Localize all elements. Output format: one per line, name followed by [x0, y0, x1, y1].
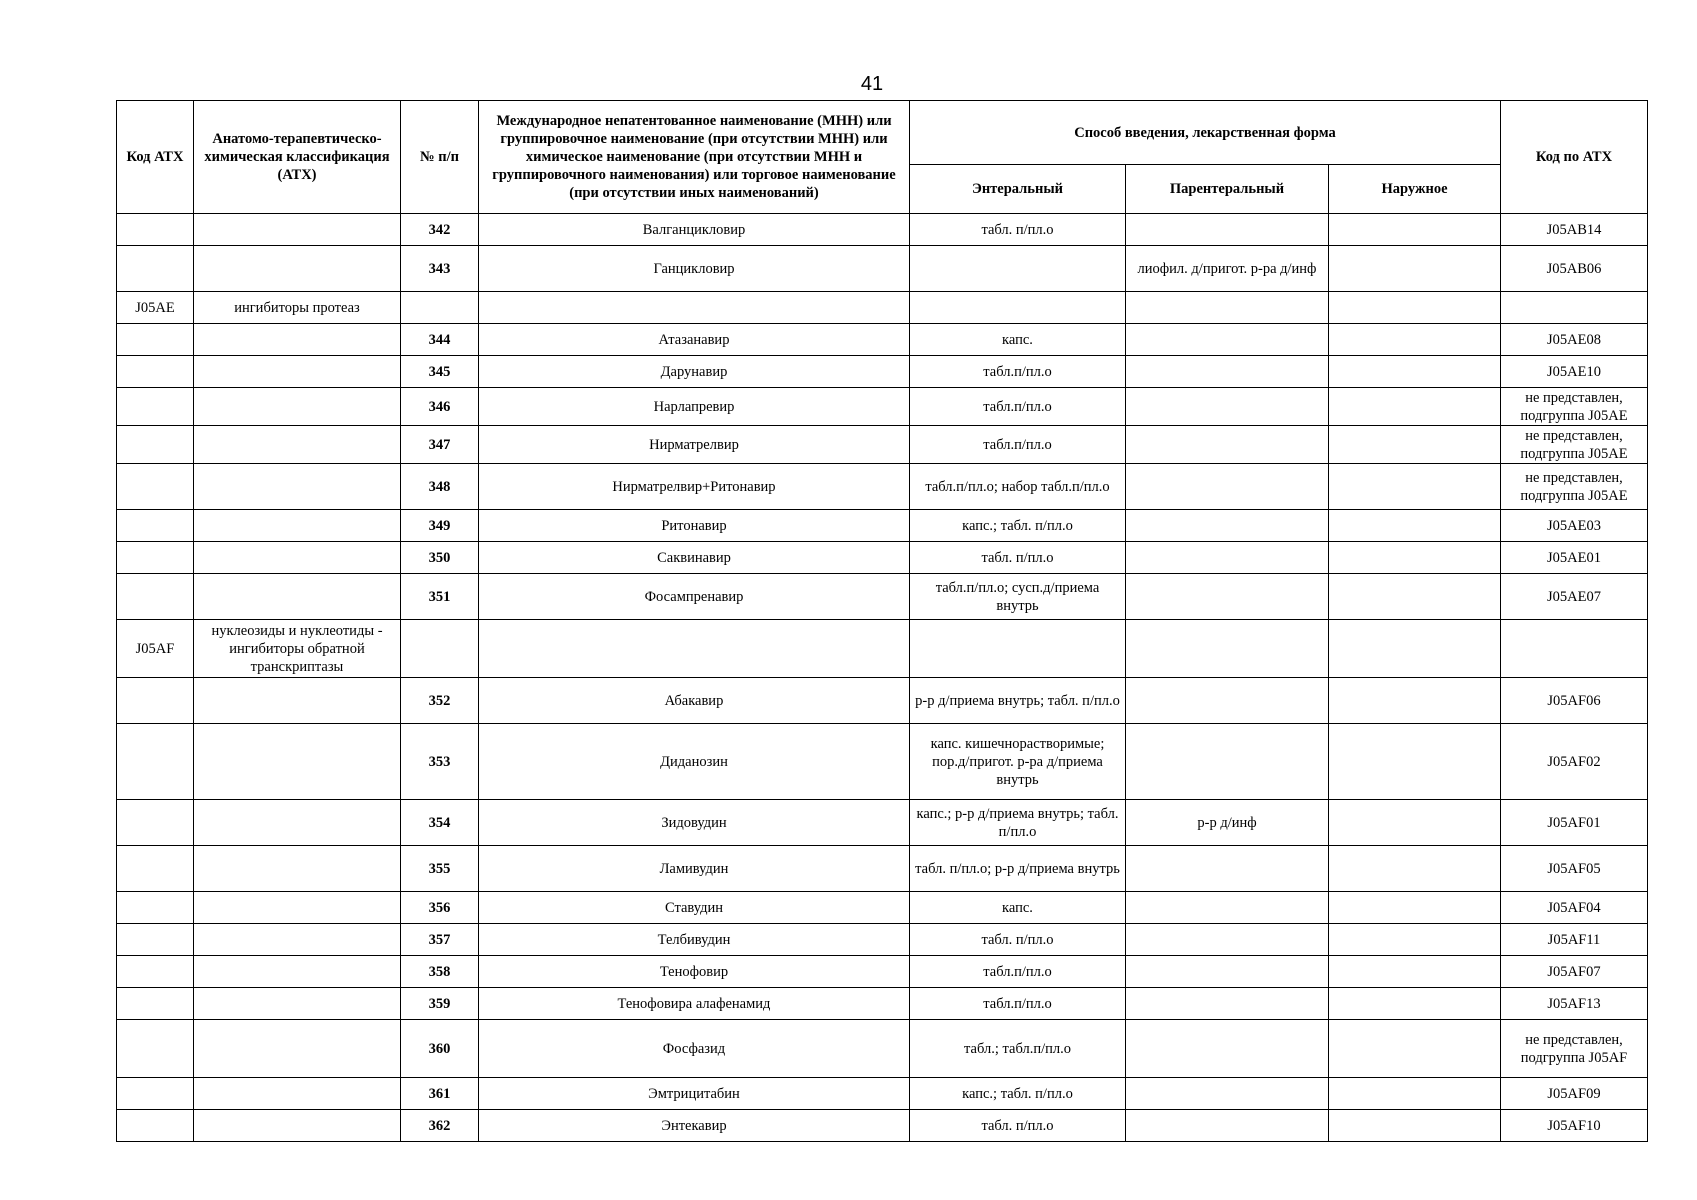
cell-atx: J05AF13 — [1501, 988, 1648, 1020]
cell-atx: J05AF11 — [1501, 924, 1648, 956]
cell-external — [1329, 246, 1501, 292]
cell-enteral: табл. п/пл.о — [910, 1110, 1126, 1142]
cell-name: Нирматрелвир+Ритонавир — [479, 464, 910, 510]
table-row — [117, 464, 1648, 510]
cell-atx: не представлен, подгруппа J05AE — [1501, 388, 1648, 426]
cell-atx: J05AF06 — [1501, 678, 1648, 724]
cell-name: Энтекавир — [479, 1110, 910, 1142]
cell-code — [117, 324, 194, 356]
cell-atx: J05AF05 — [1501, 846, 1648, 892]
table-row — [117, 214, 1648, 246]
cell-external — [1329, 356, 1501, 388]
cell-external — [1329, 324, 1501, 356]
table-row — [117, 246, 1648, 292]
cell-num: 356 — [401, 892, 479, 924]
cell-atx: J05AF02 — [1501, 724, 1648, 800]
cell-num: 349 — [401, 510, 479, 542]
cell-enteral: табл.п/пл.о — [910, 356, 1126, 388]
cell-num: 346 — [401, 388, 479, 426]
header-classification: Анатомо-терапевтическо-химическая классификация (АТХ) — [194, 101, 401, 214]
cell-parenteral: лиофил. д/пригот. р-ра д/инф — [1126, 246, 1329, 292]
cell-cls — [194, 892, 401, 924]
header-external: Наружное — [1329, 165, 1501, 214]
table-row — [117, 574, 1648, 620]
cell-external — [1329, 924, 1501, 956]
cell-cls — [194, 214, 401, 246]
cell-enteral — [910, 292, 1126, 324]
cell-num: 342 — [401, 214, 479, 246]
cell-atx: J05AB14 — [1501, 214, 1648, 246]
cell-name: Нирматрелвир — [479, 426, 910, 464]
table-row — [117, 324, 1648, 356]
cell-parenteral — [1126, 620, 1329, 678]
cell-name: Саквинавир — [479, 542, 910, 574]
cell-parenteral — [1126, 542, 1329, 574]
cell-enteral: табл.п/пл.о — [910, 388, 1126, 426]
cell-external — [1329, 388, 1501, 426]
cell-parenteral — [1126, 1020, 1329, 1078]
cell-enteral: капс.; табл. п/пл.о — [910, 1078, 1126, 1110]
drug-table — [116, 100, 1648, 1142]
cell-parenteral — [1126, 724, 1329, 800]
header-parenteral: Парентеральный — [1126, 165, 1329, 214]
cell-cls — [194, 924, 401, 956]
cell-cls — [194, 324, 401, 356]
cell-external — [1329, 464, 1501, 510]
cell-code — [117, 510, 194, 542]
cell-enteral — [910, 620, 1126, 678]
cell-cls — [194, 464, 401, 510]
table-row — [117, 510, 1648, 542]
header-enteral: Энтеральный — [910, 165, 1126, 214]
cell-name: Зидовудин — [479, 800, 910, 846]
cell-name: Фосфазид — [479, 1020, 910, 1078]
cell-code — [117, 464, 194, 510]
cell-code — [117, 574, 194, 620]
cell-code — [117, 356, 194, 388]
cell-code — [117, 846, 194, 892]
cell-name: Дарунавир — [479, 356, 910, 388]
cell-enteral: табл. п/пл.о — [910, 924, 1126, 956]
cell-enteral: р-р д/приема внутрь; табл. п/пл.о — [910, 678, 1126, 724]
cell-atx: J05AE01 — [1501, 542, 1648, 574]
table-row — [117, 678, 1648, 724]
cell-atx: не представлен, подгруппа J05AF — [1501, 1020, 1648, 1078]
cell-enteral: табл. п/пл.о — [910, 214, 1126, 246]
cell-cls — [194, 724, 401, 800]
cell-atx: J05AF01 — [1501, 800, 1648, 846]
cell-atx: J05AF09 — [1501, 1078, 1648, 1110]
cell-enteral: табл.п/пл.о — [910, 988, 1126, 1020]
cell-external — [1329, 956, 1501, 988]
cell-code — [117, 1020, 194, 1078]
cell-num: 351 — [401, 574, 479, 620]
cell-cls — [194, 678, 401, 724]
cell-cls — [194, 510, 401, 542]
cell-code — [117, 724, 194, 800]
cell-cls — [194, 542, 401, 574]
cell-code — [117, 542, 194, 574]
cell-num: 362 — [401, 1110, 479, 1142]
cell-parenteral — [1126, 292, 1329, 324]
cell-atx: J05AF07 — [1501, 956, 1648, 988]
cell-parenteral — [1126, 574, 1329, 620]
cell-external — [1329, 1110, 1501, 1142]
cell-name: Эмтрицитабин — [479, 1078, 910, 1110]
cell-num: 357 — [401, 924, 479, 956]
header-code-atx: Код АТХ — [117, 101, 194, 214]
cell-atx: J05AE03 — [1501, 510, 1648, 542]
cell-code — [117, 1078, 194, 1110]
cell-external — [1329, 542, 1501, 574]
table-row — [117, 292, 1648, 324]
cell-cls: ингибиторы протеаз — [194, 292, 401, 324]
cell-code — [117, 892, 194, 924]
cell-enteral: табл. п/пл.о; р-р д/приема внутрь — [910, 846, 1126, 892]
cell-external — [1329, 1020, 1501, 1078]
cell-name: Фосампренавир — [479, 574, 910, 620]
cell-num — [401, 620, 479, 678]
cell-num: 361 — [401, 1078, 479, 1110]
cell-external — [1329, 724, 1501, 800]
cell-cls — [194, 846, 401, 892]
cell-code — [117, 246, 194, 292]
cell-name: Диданозин — [479, 724, 910, 800]
cell-cls — [194, 388, 401, 426]
page-number: 41 — [860, 73, 884, 95]
table-row — [117, 1110, 1648, 1142]
cell-parenteral — [1126, 956, 1329, 988]
cell-parenteral — [1126, 678, 1329, 724]
cell-external — [1329, 574, 1501, 620]
table-row — [117, 426, 1648, 464]
table-row — [117, 846, 1648, 892]
cell-external — [1329, 292, 1501, 324]
cell-cls — [194, 246, 401, 292]
table-row — [117, 988, 1648, 1020]
cell-code: J05AF — [117, 620, 194, 678]
cell-name: Ламивудин — [479, 846, 910, 892]
cell-parenteral — [1126, 324, 1329, 356]
table-row — [117, 1020, 1648, 1078]
table-row — [117, 388, 1648, 426]
cell-num: 358 — [401, 956, 479, 988]
cell-num: 348 — [401, 464, 479, 510]
cell-num: 354 — [401, 800, 479, 846]
cell-external — [1329, 214, 1501, 246]
cell-atx: J05AB06 — [1501, 246, 1648, 292]
cell-parenteral — [1126, 388, 1329, 426]
cell-enteral: табл. п/пл.о — [910, 542, 1126, 574]
cell-atx — [1501, 620, 1648, 678]
cell-atx: J05AE10 — [1501, 356, 1648, 388]
cell-code — [117, 214, 194, 246]
cell-enteral: капс. кишечнорастворимые; пор.д/пригот. р-ра д/приема внутрь — [910, 724, 1126, 800]
cell-name: Ставудин — [479, 892, 910, 924]
cell-num: 360 — [401, 1020, 479, 1078]
cell-cls — [194, 800, 401, 846]
header-atx-code: Код по АТХ — [1501, 101, 1648, 214]
cell-cls — [194, 956, 401, 988]
header-route: Способ введения, лекарственная форма — [910, 101, 1501, 165]
cell-parenteral — [1126, 214, 1329, 246]
cell-num: 347 — [401, 426, 479, 464]
table-row — [117, 620, 1648, 678]
cell-num: 355 — [401, 846, 479, 892]
cell-atx: J05AF10 — [1501, 1110, 1648, 1142]
cell-cls — [194, 574, 401, 620]
cell-num: 345 — [401, 356, 479, 388]
cell-num: 353 — [401, 724, 479, 800]
cell-external — [1329, 678, 1501, 724]
cell-num — [401, 292, 479, 324]
cell-enteral: капс. — [910, 324, 1126, 356]
cell-external — [1329, 846, 1501, 892]
cell-parenteral — [1126, 846, 1329, 892]
cell-external — [1329, 510, 1501, 542]
cell-code — [117, 388, 194, 426]
cell-name: Нарлапревир — [479, 388, 910, 426]
cell-cls — [194, 1020, 401, 1078]
table-row — [117, 542, 1648, 574]
cell-atx: J05AE08 — [1501, 324, 1648, 356]
cell-name: Тенофовира алафенамид — [479, 988, 910, 1020]
header-num: № п/п — [401, 101, 479, 214]
cell-cls — [194, 356, 401, 388]
cell-enteral: капс.; р-р д/приема внутрь; табл. п/пл.о — [910, 800, 1126, 846]
cell-name: Ганцикловир — [479, 246, 910, 292]
cell-enteral: табл.п/пл.о — [910, 426, 1126, 464]
cell-cls: нуклеозиды и нуклеотиды - ингибиторы обратной транскриптазы — [194, 620, 401, 678]
cell-name: Тенофовир — [479, 956, 910, 988]
cell-code — [117, 1110, 194, 1142]
cell-parenteral — [1126, 510, 1329, 542]
cell-parenteral — [1126, 988, 1329, 1020]
cell-cls — [194, 988, 401, 1020]
cell-name: Абакавир — [479, 678, 910, 724]
cell-atx: не представлен, подгруппа J05AE — [1501, 426, 1648, 464]
cell-cls — [194, 1078, 401, 1110]
cell-atx: не представлен, подгруппа J05AE — [1501, 464, 1648, 510]
cell-enteral: табл.п/пл.о; сусп.д/приема внутрь — [910, 574, 1126, 620]
cell-code: J05AE — [117, 292, 194, 324]
cell-num: 344 — [401, 324, 479, 356]
cell-external — [1329, 620, 1501, 678]
cell-enteral: табл.; табл.п/пл.о — [910, 1020, 1126, 1078]
table-row — [117, 956, 1648, 988]
cell-name — [479, 620, 910, 678]
cell-parenteral — [1126, 1078, 1329, 1110]
table-row — [117, 800, 1648, 846]
cell-atx: J05AF04 — [1501, 892, 1648, 924]
cell-num: 343 — [401, 246, 479, 292]
cell-code — [117, 800, 194, 846]
cell-cls — [194, 1110, 401, 1142]
cell-parenteral — [1126, 892, 1329, 924]
cell-parenteral: р-р д/инф — [1126, 800, 1329, 846]
cell-atx: J05AE07 — [1501, 574, 1648, 620]
cell-num: 350 — [401, 542, 479, 574]
cell-name: Атазанавир — [479, 324, 910, 356]
table-row — [117, 892, 1648, 924]
cell-parenteral — [1126, 356, 1329, 388]
cell-enteral — [910, 246, 1126, 292]
cell-atx — [1501, 292, 1648, 324]
cell-external — [1329, 1078, 1501, 1110]
cell-external — [1329, 800, 1501, 846]
cell-num: 352 — [401, 678, 479, 724]
cell-name — [479, 292, 910, 324]
cell-num: 359 — [401, 988, 479, 1020]
cell-name: Телбивудин — [479, 924, 910, 956]
cell-code — [117, 678, 194, 724]
table-row — [117, 724, 1648, 800]
cell-code — [117, 924, 194, 956]
table-row — [117, 356, 1648, 388]
cell-parenteral — [1126, 924, 1329, 956]
cell-code — [117, 426, 194, 464]
cell-external — [1329, 426, 1501, 464]
cell-code — [117, 988, 194, 1020]
cell-code — [117, 956, 194, 988]
cell-name: Ритонавир — [479, 510, 910, 542]
cell-enteral: табл.п/пл.о — [910, 956, 1126, 988]
cell-enteral: капс. — [910, 892, 1126, 924]
cell-external — [1329, 988, 1501, 1020]
table-row — [117, 1078, 1648, 1110]
header-name: Международное непатентованное наименование (МНН) или группировочное наименование (при отсутствии МНН) или химическое наименование (при отсутствии МНН и группировочного наименования) или торговое наименование (при отсутствии иных наименований) — [479, 101, 910, 214]
cell-external — [1329, 892, 1501, 924]
cell-cls — [194, 426, 401, 464]
cell-enteral: капс.; табл. п/пл.о — [910, 510, 1126, 542]
cell-parenteral — [1126, 426, 1329, 464]
cell-parenteral — [1126, 1110, 1329, 1142]
cell-enteral: табл.п/пл.о; набор табл.п/пл.о — [910, 464, 1126, 510]
cell-name: Валганцикловир — [479, 214, 910, 246]
cell-parenteral — [1126, 464, 1329, 510]
table-row — [117, 924, 1648, 956]
